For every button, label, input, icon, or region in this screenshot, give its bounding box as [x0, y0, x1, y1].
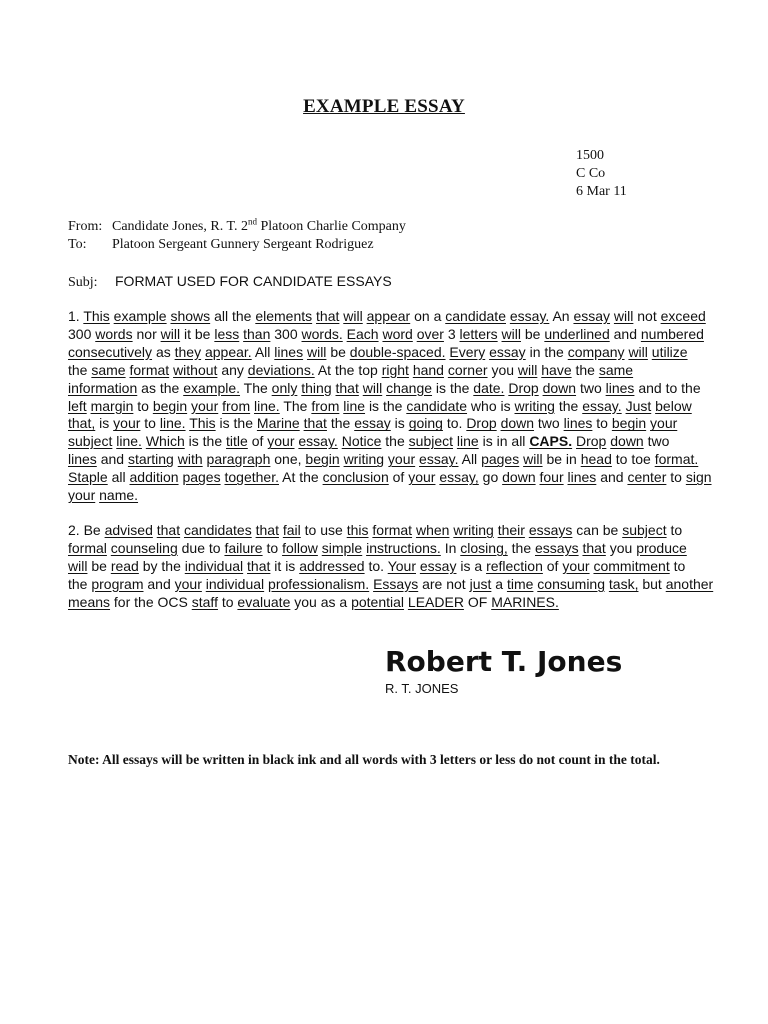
to-label: To:: [68, 237, 87, 252]
footer-note: Note: All essays will be written in black ink and all words with 3 letters or less do not count in the total.: [68, 752, 660, 767]
from-name: Candidate Jones, R. T. 2: [112, 219, 248, 234]
address-block: [68, 218, 406, 254]
subject-label: Subj:: [68, 275, 98, 290]
paragraph-line: the program and your individual professionalism. Essays are not just a time consuming task, but another: [68, 575, 714, 592]
paragraph-line: 1. This example shows all the elements that will appear on a candidate essay. An essay will not exceed: [68, 308, 706, 324]
paragraph-line: the same format without any deviations. At the top right hand corner you will have the same: [68, 361, 634, 378]
header-date: 6 Mar 11: [576, 184, 627, 199]
header-number: 1500: [576, 148, 604, 163]
from-sup: nd: [247, 216, 257, 227]
paragraph-line: left margin to begin your from line. The from line is the candidate who is writing the essay. Just below: [68, 397, 692, 414]
signature-name: Robert T. Jones: [385, 645, 623, 678]
paragraph-line: your name.: [68, 487, 139, 504]
paragraph-line: lines and starting with paragraph one, begin writing your essay. All pages will be in head to toe format.: [68, 451, 699, 468]
to-line: [68, 236, 406, 254]
paragraph-line: will be read by the individual that it is addressed to. Your essay is a reflection of your commitment to: [68, 557, 686, 574]
paragraph-line: 2. Be advised that candidates that fail to use this format when writing their essays can be subject to: [68, 522, 683, 538]
paragraph-line: consecutively as they appear. All lines will be double-spaced. Every essay in the company will utilize: [68, 343, 688, 360]
paragraph-2: [68, 522, 714, 612]
paragraph-line: that, is your to line. This is the Marine that the essay is going to. Drop down two lines to begin your: [68, 415, 678, 432]
from-rest: Platoon Charlie Company: [256, 219, 406, 234]
paragraph-line: information as the example. The only thing that will change is the date. Drop down two lines and to the: [68, 379, 701, 396]
from-label: From:: [68, 219, 103, 234]
header-block: [576, 147, 627, 201]
signature-typed-name: R. T. JONES: [385, 681, 459, 696]
paragraph-1: [68, 308, 712, 505]
subject-line: [68, 272, 392, 292]
paragraph-line: formal counseling due to failure to follow simple instructions. In closing, the essays that you produce: [68, 539, 687, 556]
essay-title: EXAMPLE ESSAY: [303, 96, 465, 117]
paragraph-line: means for the OCS staff to evaluate you as a potential LEADER OF MARINES.: [68, 593, 559, 610]
paragraph-line: Staple all addition pages together. At the conclusion of your essay, go down four lines and center to sign: [68, 469, 712, 486]
subject-value: FORMAT USED FOR CANDIDATE ESSAYS: [115, 273, 392, 289]
from-line: [68, 218, 406, 236]
to-value: Platoon Sergeant Gunnery Sergeant Rodriguez: [112, 237, 374, 252]
paragraph-line: subject line. Which is the title of your essay. Notice the subject line is in all CAPS. Drop down two: [68, 433, 670, 450]
paragraph-line: 300 words nor will it be less than 300 words. Each word over 3 letters will be underlined and numbered: [68, 325, 704, 342]
header-company: C Co: [576, 166, 606, 181]
